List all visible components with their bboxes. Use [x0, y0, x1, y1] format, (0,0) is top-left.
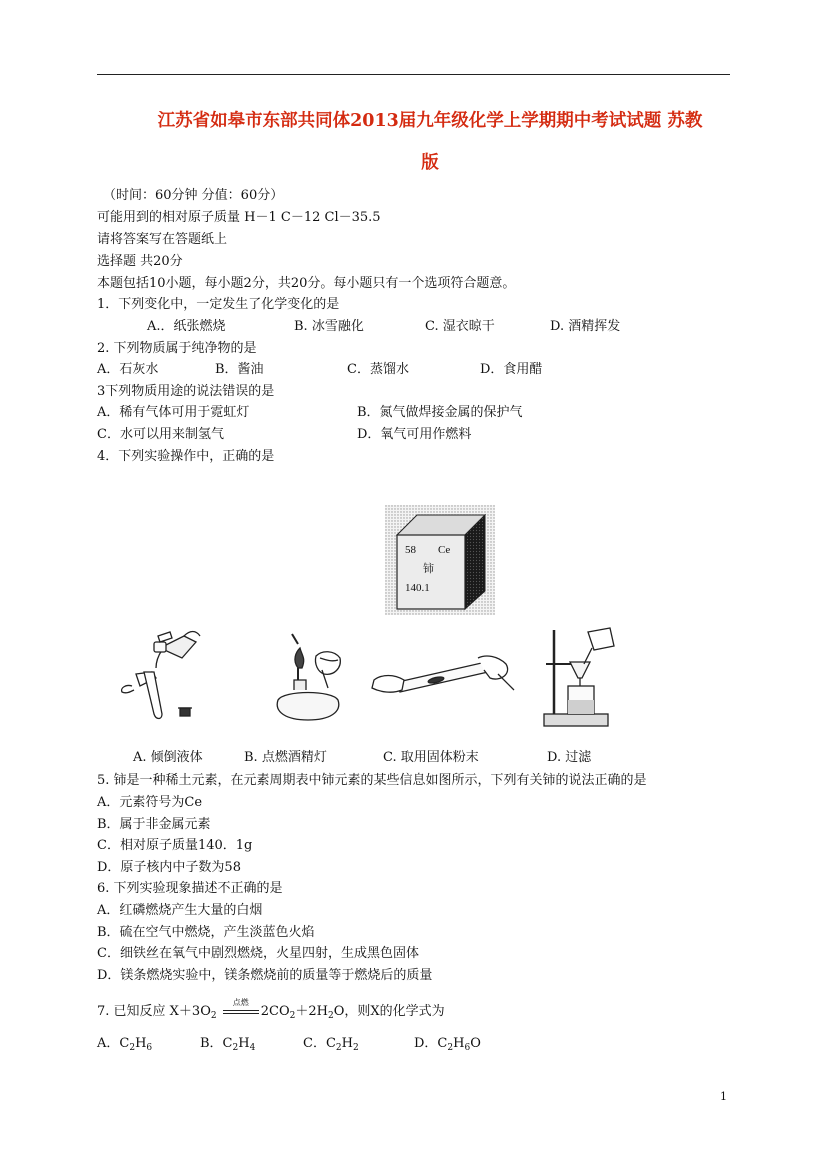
- section-description: 本题包括10小题，每小题2分，共20分。每小题只有一个选项符合题意。: [97, 276, 516, 291]
- question-3-stem: 3下列物质用途的说法错误的是: [97, 384, 275, 399]
- question-2-option-a: A．石灰水: [97, 362, 159, 377]
- element-name: 铈: [423, 563, 434, 575]
- page-number: 1: [720, 1090, 727, 1103]
- question-4-option-c: C. 取用固体粉末: [383, 750, 479, 765]
- question-7-stem: 7. 已知反应 $X+3O_2$ 点燃 $2CO_2+2H_2O$，则X的化学式为: [97, 1004, 445, 1024]
- question-3-option-b: B．氮气做焊接金属的保护气: [357, 405, 523, 420]
- question-2-option-d: D．食用醋: [480, 362, 543, 377]
- question-4-option-d: D. 过滤: [547, 750, 592, 765]
- question-7-option-a: A．$C_2H_6$: [97, 1036, 153, 1053]
- question-4-option-b: B. 点燃酒精灯: [244, 750, 327, 765]
- question-2-option-b: B．酱油: [215, 362, 264, 377]
- element-atomic-number: 58: [405, 544, 416, 556]
- question-3-option-c: C．水可以用来制氢气: [97, 427, 224, 442]
- page-title-line-1: 江苏省如皋市东部共同体2013届九年级化学上学期期中考试试题 苏教: [157, 111, 703, 131]
- question-4-stem: 4．下列实验操作中，正确的是: [97, 449, 275, 464]
- figure-taking-solid-powder: [368, 650, 518, 710]
- question-6-option-c: C．细铁丝在氧气中剧烈燃烧，火星四射，生成黑色固体: [97, 946, 419, 961]
- question-5-stem: 5. 铈是一种稀土元素，在元素周期表中铈元素的某些信息如图所示，下列有关铈的说法正确的是: [97, 773, 647, 788]
- exam-time: （时间：60分钟 分值：60分）: [103, 188, 284, 203]
- reaction-condition: 点燃: [232, 998, 249, 1007]
- figure-pouring-liquid: [112, 628, 212, 728]
- question-1-option-c: C. 湿衣晾干: [425, 319, 495, 334]
- question-1-stem: 1．下列变化中，一定发生了化学变化的是: [97, 297, 340, 312]
- figure-filtration: [538, 626, 618, 732]
- section-heading: 选择题 共20分: [97, 254, 183, 269]
- element-atomic-mass: 140.1: [405, 582, 430, 594]
- answer-note: 请将答案写在答题纸上: [97, 232, 228, 247]
- cerium-element-card: [385, 505, 495, 615]
- question-7-option-c: C．$C_2H_2$: [303, 1036, 359, 1053]
- question-6-option-b: B．硫在空气中燃烧，产生淡蓝色火焰: [97, 925, 315, 940]
- atomic-mass-note: 可能用到的相对原子质量 H－1 C－12 Cl－35.5: [97, 210, 381, 225]
- element-symbol: Ce: [438, 544, 451, 556]
- question-6-stem: 6. 下列实验现象描述不正确的是: [97, 881, 283, 896]
- figure-lighting-alcohol-lamp: [258, 628, 358, 728]
- header-rule: [97, 74, 730, 75]
- question-4-option-a: A. 倾倒液体: [133, 750, 203, 765]
- question-5-option-d: D．原子核内中子数为58: [97, 860, 241, 875]
- question-2-stem: 2. 下列物质属于纯净物的是: [97, 341, 257, 356]
- reaction-arrow: [221, 998, 261, 1020]
- question-3-option-a: A．稀有气体可用于霓虹灯: [97, 405, 250, 420]
- question-6-option-d: D．镁条燃烧实验中，镁条燃烧前的质量等于燃烧后的质量: [97, 968, 433, 983]
- question-3-option-d: D．氧气可用作燃料: [357, 427, 472, 442]
- question-1-option-d: D. 酒精挥发: [550, 319, 621, 334]
- question-7-option-d: D．$C_2H_6O$: [414, 1036, 481, 1053]
- question-5-option-a: A．元素符号为Ce: [97, 795, 203, 810]
- question-7-option-b: B．$C_2H_4$: [200, 1036, 256, 1053]
- question-1-option-b: B. 冰雪融化: [294, 319, 364, 334]
- question-2-option-c: C．蒸馏水: [347, 362, 409, 377]
- page-title-line-2: 版: [421, 153, 439, 173]
- question-5-option-b: B．属于非金属元素: [97, 817, 211, 832]
- question-6-option-a: A．红磷燃烧产生大量的白烟: [97, 903, 263, 918]
- question-5-option-c: C．相对原子质量140．1g: [97, 838, 253, 853]
- question-1-option-a: A.．纸张燃烧: [147, 319, 226, 334]
